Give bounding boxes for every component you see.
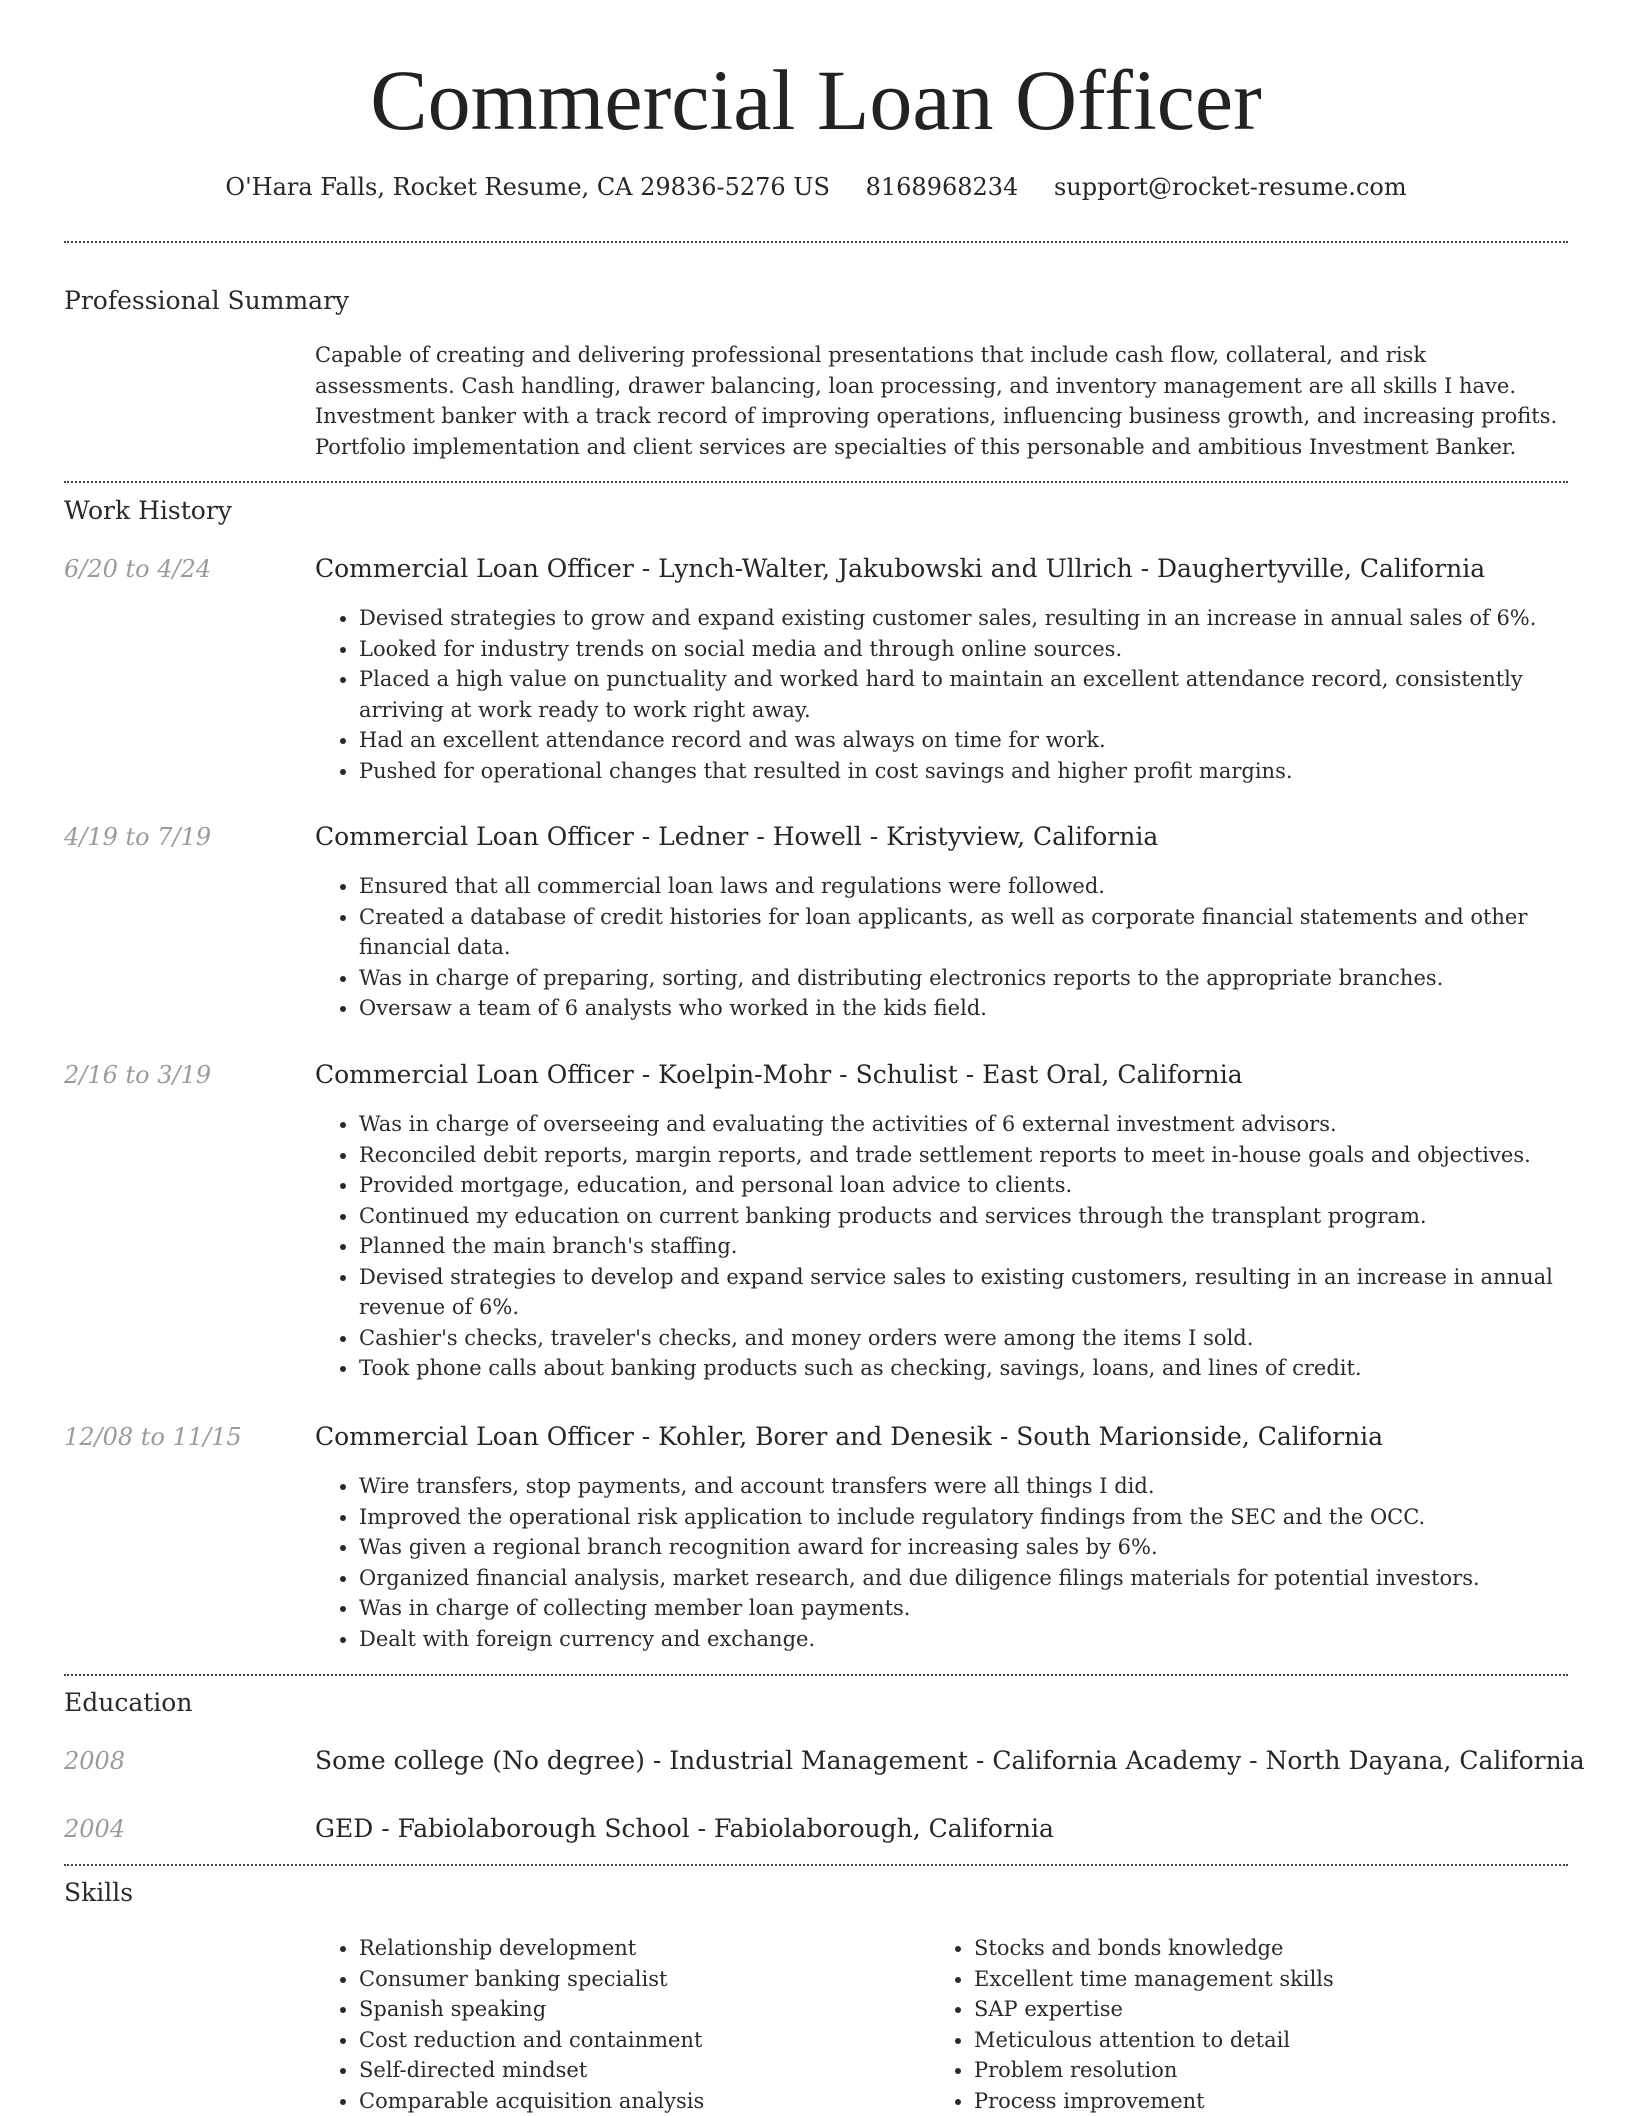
list-item: • Created a database of credit histories for loan applicants, as well as corporate financial statements and other financial data.: [359, 902, 1568, 963]
skill-item: • Stocks and bonds knowledge: [974, 1933, 1530, 1964]
divider: [64, 1864, 1568, 1866]
list-item: • Devised strategies to develop and expand service sales to existing customers, resulting in an increase in annual revenue of 6%.: [359, 1262, 1568, 1323]
list-item: • Had an excellent attendance record and was always on time for work.: [359, 725, 1568, 756]
work-history-heading: Work History: [64, 494, 232, 528]
summary-heading: Professional Summary: [64, 284, 349, 318]
contact-address: O'Hara Falls, Rocket Resume, CA 29836-5276 US: [225, 173, 830, 201]
education-year: 2004: [64, 1812, 125, 1846]
job-bullets: [315, 1471, 1568, 1654]
resume-name: Commercial Loan Officer: [64, 50, 1568, 150]
skill-item: • Relationship development: [359, 1933, 915, 1964]
list-item: • Cashier's checks, traveler's checks, and money orders were among the items I sold.: [359, 1323, 1568, 1354]
list-item: • Placed a high value on punctuality and worked hard to maintain an excellent attendance record, consistently arriving at work ready to work right away.: [359, 664, 1568, 725]
list-item: • Ensured that all commercial loan laws and regulations were followed.: [359, 871, 1568, 902]
skill-item: • Process improvement: [974, 2086, 1530, 2116]
education-entry: Some college (No degree) - Industrial Management - California Academy - North Dayana, California: [315, 1744, 1585, 1778]
list-item: • Looked for industry trends on social media and through online sources.: [359, 634, 1568, 665]
contact-line: [64, 170, 1568, 204]
list-item: • Was in charge of collecting member loan payments.: [359, 1593, 1568, 1624]
skill-item: • Cost reduction and containment: [359, 2025, 915, 2056]
skills-list-left: [315, 1933, 915, 2116]
divider: [64, 241, 1568, 243]
skill-item: • Spanish speaking: [359, 1994, 915, 2025]
list-item: • Reconciled debit reports, margin reports, and trade settlement reports to meet in-house goals and objectives.: [359, 1140, 1568, 1171]
skill-item: • Self-directed mindset: [359, 2055, 915, 2086]
job-dates: 2/16 to 3/19: [64, 1058, 211, 1092]
list-item: • Took phone calls about banking products such as checking, savings, loans, and lines of credit.: [359, 1353, 1568, 1384]
job-bullets: [315, 603, 1568, 786]
job-bullets: [315, 871, 1568, 1024]
list-item: • Was in charge of overseeing and evaluating the activities of 6 external investment advisors.: [359, 1109, 1568, 1140]
education-entry: GED - Fabiolaborough School - Fabiolaborough, California: [315, 1812, 1054, 1846]
job-title: Commercial Loan Officer - Kohler, Borer and Denesik - South Marionside, California: [315, 1420, 1383, 1454]
list-item: • Wire transfers, stop payments, and account transfers were all things I did.: [359, 1471, 1568, 1502]
summary-text: Capable of creating and delivering professional presentations that include cash flow, collateral, and risk assessments. Cash handling, drawer balancing, loan processing, and inventory management are all skills I have. Investment banker with a track record of improving operations, influencing business growth, and increasing profits. Portfolio implementation and client services are specialties of this personable and ambitious Investment Banker.: [315, 340, 1568, 462]
divider: [64, 1674, 1568, 1676]
job-bullets: [315, 1109, 1568, 1384]
list-item: • Was given a regional branch recognition award for increasing sales by 6%.: [359, 1532, 1568, 1563]
skill-item: • Comparable acquisition analysis: [359, 2086, 915, 2116]
job-dates: 4/19 to 7/19: [64, 820, 211, 854]
skill-item: • Excellent time management skills: [974, 1964, 1530, 1995]
list-item: • Improved the operational risk application to include regulatory findings from the SEC and the OCC.: [359, 1502, 1568, 1533]
skill-item: • Meticulous attention to detail: [974, 2025, 1530, 2056]
job-title: Commercial Loan Officer - Lynch-Walter, Jakubowski and Ullrich - Daughertyville, California: [315, 552, 1485, 586]
contact-phone: 8168968234: [866, 173, 1019, 201]
education-year: 2008: [64, 1744, 125, 1778]
contact-email: support@rocket-resume.com: [1054, 173, 1407, 201]
job-title: Commercial Loan Officer - Ledner - Howell - Kristyview, California: [315, 820, 1158, 854]
skill-item: • Consumer banking specialist: [359, 1964, 915, 1995]
education-heading: Education: [64, 1686, 192, 1720]
list-item: • Dealt with foreign currency and exchange.: [359, 1624, 1568, 1655]
list-item: • Organized financial analysis, market research, and due diligence filings materials for potential investors.: [359, 1563, 1568, 1594]
list-item: • Provided mortgage, education, and personal loan advice to clients.: [359, 1170, 1568, 1201]
list-item: • Continued my education on current banking products and services through the transplant program.: [359, 1201, 1568, 1232]
list-item: • Planned the main branch's staffing.: [359, 1231, 1568, 1262]
list-item: • Pushed for operational changes that resulted in cost savings and higher profit margins.: [359, 756, 1568, 787]
job-dates: 12/08 to 11/15: [64, 1420, 242, 1454]
skills-heading: Skills: [64, 1876, 133, 1910]
divider: [64, 481, 1568, 483]
job-title: Commercial Loan Officer - Koelpin-Mohr - Schulist - East Oral, California: [315, 1058, 1243, 1092]
skill-item: • SAP expertise: [974, 1994, 1530, 2025]
list-item: • Oversaw a team of 6 analysts who worked in the kids field.: [359, 993, 1568, 1024]
job-dates: 6/20 to 4/24: [64, 552, 211, 586]
list-item: • Was in charge of preparing, sorting, and distributing electronics reports to the appropriate branches.: [359, 963, 1568, 994]
skill-item: • Problem resolution: [974, 2055, 1530, 2086]
list-item: • Devised strategies to grow and expand existing customer sales, resulting in an increase in annual sales of 6%.: [359, 603, 1568, 634]
skills-list-right: [930, 1933, 1530, 2116]
